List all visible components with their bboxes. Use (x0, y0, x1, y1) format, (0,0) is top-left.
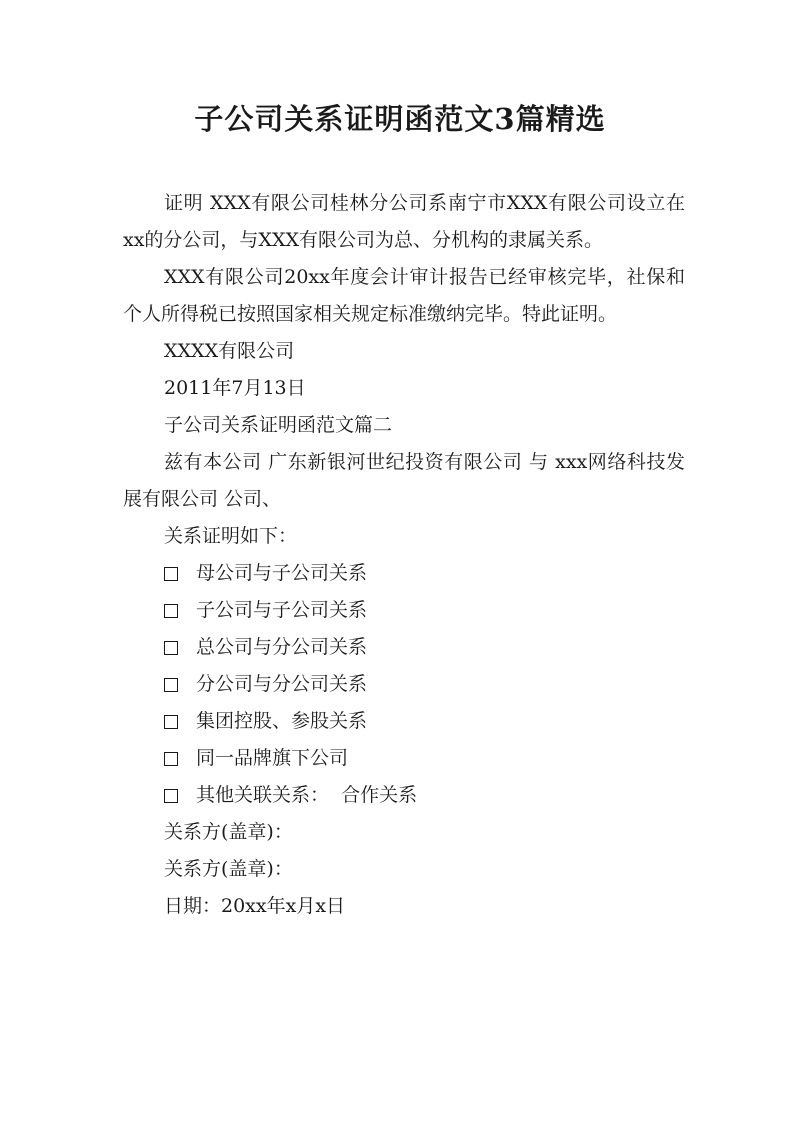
checkbox-icon[interactable] (164, 789, 178, 803)
option-same-brand[interactable] (123, 740, 685, 777)
option-label: 分公司与分公司关系 (196, 673, 368, 695)
date-line: 日期：20xx年x月x日 (164, 895, 346, 917)
paragraph-proof: 证明 XXX有限公司桂林分公司系南宁市XXX有限公司设立在xx的分公司，与XXX有限公司为总、分机构的隶属关系。 (123, 192, 685, 251)
option-head-branch[interactable] (123, 629, 685, 666)
option-branch-branch[interactable] (123, 666, 685, 703)
checkbox-icon[interactable] (164, 752, 178, 766)
option-parent-subsidiary[interactable] (123, 555, 685, 592)
option-label: 子公司与子公司关系 (196, 599, 368, 621)
checkbox-icon[interactable] (164, 641, 178, 655)
document-title: 子公司关系证明函范文3篇精选 (194, 102, 606, 136)
checkbox-icon[interactable] (164, 604, 178, 618)
option-label: 其他关联关系： 合作关系 (196, 784, 418, 806)
signoff-company: XXXX有限公司 (164, 340, 295, 362)
option-label: 母公司与子公司关系 (196, 562, 368, 584)
party-seal-1: 关系方(盖章)： (164, 821, 293, 843)
paragraph-audit: XXX有限公司20xx年度会计审计报告已经审核完毕，社保和个人所得税已按照国家相关规定标准缴纳完毕。特此证明。 (123, 266, 685, 325)
document-body (123, 185, 685, 925)
section2-heading: 子公司关系证明函范文篇二 (164, 414, 393, 436)
option-group-holding[interactable] (123, 703, 685, 740)
checkbox-icon[interactable] (164, 715, 178, 729)
option-subsidiary-subsidiary[interactable] (123, 592, 685, 629)
checkbox-icon[interactable] (164, 567, 178, 581)
option-label: 同一品牌旗下公司 (196, 747, 349, 769)
relation-prompt: 关系证明如下： (164, 525, 298, 547)
option-label: 集团控股、参股关系 (196, 710, 368, 732)
section2-intro: 兹有本公司 广东新银河世纪投资有限公司 与 xxx网络科技发展有限公司 公司、 (123, 451, 685, 510)
party-seal-2: 关系方(盖章)： (164, 858, 293, 880)
signoff-date: 2011年7月13日 (164, 377, 306, 399)
option-label: 总公司与分公司关系 (196, 636, 368, 658)
option-other-relation[interactable] (123, 777, 685, 814)
checkbox-icon[interactable] (164, 678, 178, 692)
